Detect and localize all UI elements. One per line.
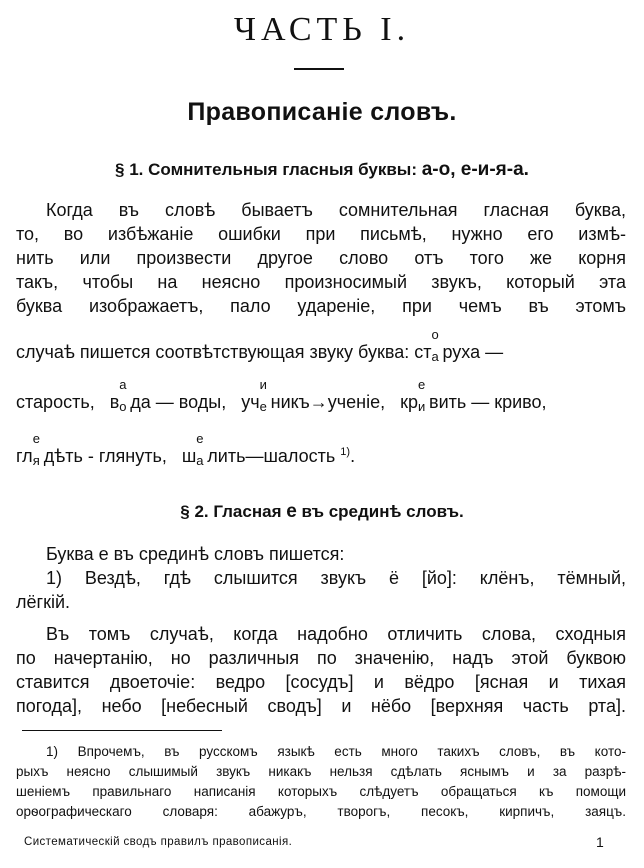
paragraph-2-line-1: Буква е въ срединѣ словъ пишется: — [46, 544, 345, 564]
alt-lower: а — [196, 453, 204, 468]
example-starost: старость, — [16, 392, 95, 412]
section-1-heading-letters: а-о, е-и-я-а. — [421, 159, 529, 180]
alt-lower: и — [418, 399, 426, 414]
paragraph-3-line-1: Въ томъ случаѣ, когда надобно отличить слова, сходныя — [46, 624, 626, 644]
footnote-divider — [22, 730, 222, 731]
example-voda — [109, 377, 227, 414]
paragraph-3-line-4: погода], небо [небесный сводъ] и нёбо [верхняя часть рта]. — [16, 696, 626, 716]
footnote-line-4: орѳографическаго словаря: абажуръ, творогъ, песокъ, кирпичъ, заяцъ. — [16, 804, 626, 819]
paragraph-1-line-8 — [16, 431, 626, 468]
line-6-end: руха — — [442, 342, 504, 362]
example-krivit — [400, 377, 547, 414]
ex-prefix: уч — [241, 392, 260, 412]
example-glyadet — [16, 431, 167, 468]
section-2-heading-letter: е — [286, 501, 297, 522]
alt-upper: е — [196, 431, 204, 446]
paragraph-1-line-6 — [16, 327, 626, 364]
ex-prefix: гл — [16, 446, 33, 466]
ex-ending: дѣть - глянуть, — [43, 446, 167, 466]
vowel-alternation — [196, 431, 207, 468]
section-2-heading-text: § 2. Гласная — [180, 502, 282, 521]
paragraph-2-line-3: лёгкій. — [16, 592, 71, 612]
paragraph-1-line-4: такъ, чтобы на неясно произносимый звукъ, который эта — [16, 272, 626, 292]
ex-ending: да — воды, — [130, 392, 227, 412]
section-2-heading-tail: въ срединѣ словъ. — [301, 502, 464, 521]
section-1-heading-text: § 1. Сомнительныя гласныя буквы: — [115, 160, 417, 179]
paragraph-1-line-1: Когда въ словѣ бываетъ сомнительная гласная буква, — [46, 200, 626, 220]
footnote-reference[interactable]: 1) — [340, 446, 351, 458]
paragraph-2-line-2: 1) Вездѣ, гдѣ слышится звукъ ё [йо]: клёнъ, тёмный, — [46, 568, 626, 588]
ex-ending: лить—шалость — [207, 446, 336, 466]
vowel-alternation — [431, 327, 442, 364]
chapter-heading: Правописаніе словъ. — [187, 98, 457, 126]
section-2-heading — [0, 500, 644, 524]
ex-prefix: в — [109, 392, 120, 412]
vowel-alternation — [418, 377, 429, 414]
ex-prefix: ш — [181, 446, 197, 466]
alt-lower: я — [32, 453, 40, 468]
section-1-heading — [0, 158, 644, 182]
page-number: 1 — [596, 834, 604, 850]
example-shalit — [181, 431, 336, 468]
ex-ending: вить — криво, — [429, 392, 547, 412]
vowel-alternation — [119, 377, 130, 414]
title-divider — [294, 68, 344, 70]
vowel-alternation — [259, 377, 271, 414]
alt-upper: и — [259, 377, 267, 392]
footnote-line-1: 1) Впрочемъ, въ русскомъ языкѣ есть много такихъ словъ, въ кото- — [46, 744, 626, 759]
line-6-text: случаѣ пишется соотвѣтствующая звуку буква: ст — [16, 342, 432, 362]
alt-upper: о — [431, 327, 439, 342]
alt-lower: е — [259, 399, 267, 414]
vowel-alternation — [32, 431, 44, 468]
line-8-tail: . — [350, 446, 356, 466]
paragraph-1-line-3: нить или произвести другое слово отъ того же корня — [16, 248, 626, 268]
alt-upper: а — [119, 377, 127, 392]
part-title: ЧАСТЬ I. — [233, 11, 411, 48]
example-uchenik — [241, 377, 386, 414]
paragraph-1-line-5: буква изображаетъ, пало удареніе, при чемъ въ этомъ — [16, 296, 626, 316]
footnote-line-2: рыхъ неясно слышимый звукъ никакъ нельзя сдѣлать яснымъ и за разрѣ- — [16, 764, 626, 779]
footnote-line-3: шеніемъ правильнаго написанія которыхъ слѣдуетъ обращаться къ помощи — [16, 784, 626, 799]
paragraph-3-line-3: ставится двоеточіе: ведро [сосудъ] и вёдро [ясная и тихая — [16, 672, 626, 692]
alt-upper: е — [418, 377, 426, 392]
ex-ending: никъ→ученіе, — [270, 392, 386, 412]
paragraph-3-line-2: по начертанію, но различныя по значенію, надъ этой буквою — [16, 648, 626, 668]
paragraph-1-line-2: то, во избѣжаніе ошибки при письмѣ, нужно его измѣ- — [16, 224, 626, 244]
alt-lower: о — [119, 399, 127, 414]
alt-upper: е — [32, 431, 40, 446]
paragraph-1-line-7 — [16, 377, 626, 414]
alt-lower: а — [431, 349, 439, 364]
book-title-footer: Систематическій сводъ правилъ правописанія. — [24, 836, 293, 848]
ex-prefix: кр — [400, 392, 418, 412]
